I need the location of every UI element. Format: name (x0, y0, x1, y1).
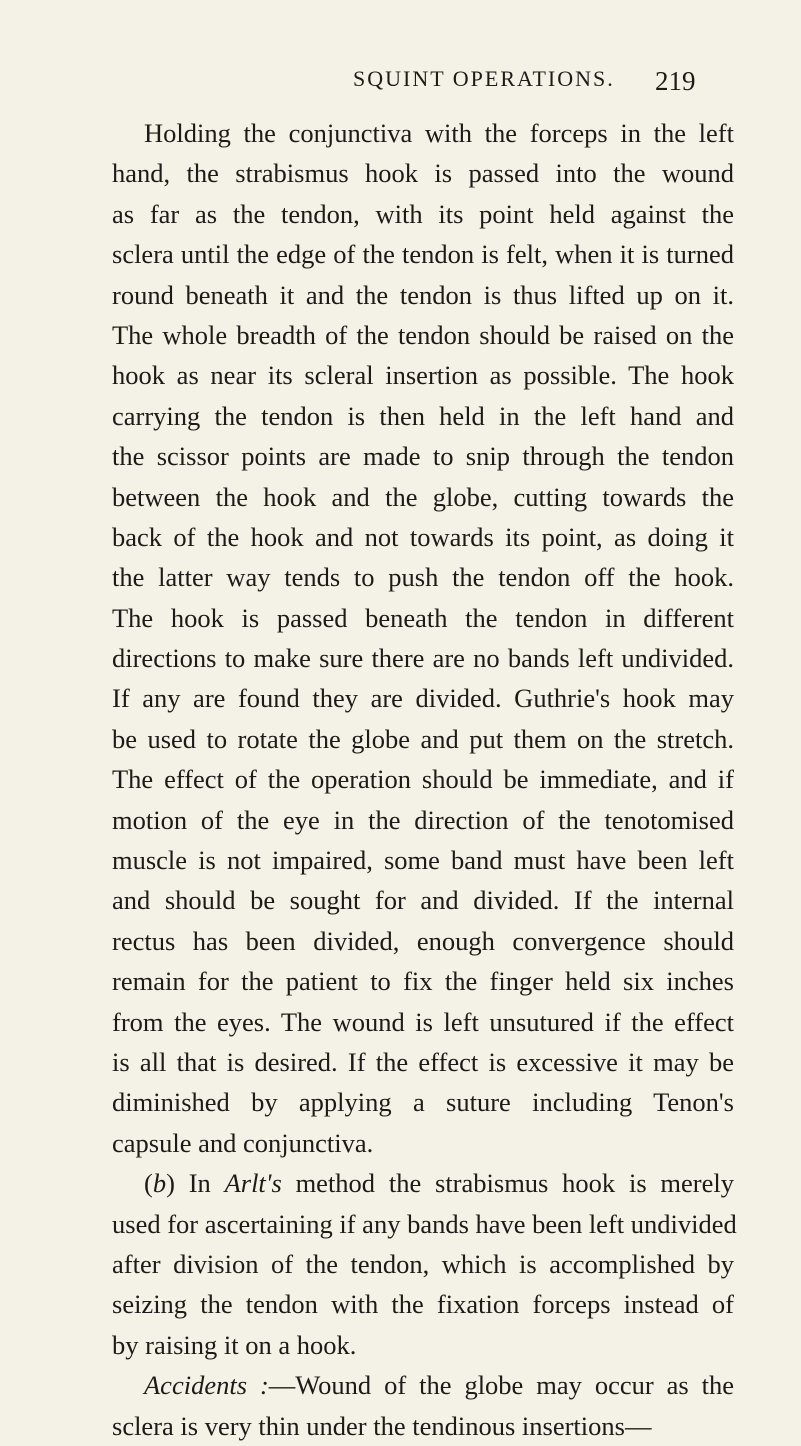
text-line: the latter way tends to push the tendon off the hook. (112, 562, 734, 593)
text-line: is all that is desired. If the effect is excessive it may be (112, 1046, 734, 1077)
text-line: be used to rotate the globe and put them on the stretch. (112, 723, 734, 754)
text-line: and should be sought for and divided. If the internal (112, 885, 734, 916)
running-head (0, 66, 801, 106)
text-line: The whole breadth of the tendon should be raised on the (112, 319, 734, 350)
text-line: directions to make sure there are no bands left undivided. (112, 643, 734, 674)
text-line: seizing the tendon with the fixation forceps instead of (112, 1289, 734, 1320)
text-line: back of the hook and not towards its point, as doing it (112, 521, 734, 552)
text-line: The hook is passed beneath the tendon in different (112, 602, 734, 633)
text-line: remain for the patient to fix the finger held six inches (112, 966, 734, 997)
text-line (112, 1163, 734, 1203)
heading-rest: —Wound of the globe may occur as the (268, 1370, 734, 1401)
section-heading: Accidents : (144, 1370, 269, 1401)
text-line: hook as near its scleral insertion as possible. The hook (112, 360, 734, 391)
text-line: used for ascertaining if any bands have been left undivided (112, 1208, 737, 1239)
text-line: after division of the tendon, which is accomplished by (112, 1248, 734, 1279)
text-line: capsule and conjunctiva. (112, 1127, 374, 1158)
text-line: rectus has been divided, enough convergence should (112, 925, 734, 956)
clause-middle: ) In (166, 1168, 225, 1199)
author-name: Arlt's (224, 1168, 282, 1199)
text-line (112, 1365, 734, 1405)
text-line: If any are found they are divided. Guthrie's hook may (112, 683, 734, 714)
clause-open: ( (144, 1168, 153, 1199)
text-line: sclera until the edge of the tendon is felt, when it is turned (112, 239, 734, 270)
text-line: motion of the eye in the direction of the tenotomised (112, 804, 734, 835)
text-line: The effect of the operation should be immediate, and if (112, 764, 734, 795)
text-line: between the hook and the globe, cutting towards the (112, 481, 734, 512)
paragraph-arlt-method (112, 1163, 737, 1365)
text-line: by raising it on a hook. (112, 1329, 357, 1360)
clause-rest: method the strabismus hook is merely (281, 1168, 734, 1199)
text-line: sclera is very thin under the tendinous insertions— (112, 1410, 652, 1441)
text-line: muscle is not impaired, some band must have been left (112, 845, 734, 876)
text-line: diminished by applying a suture including Tenon's (112, 1087, 734, 1118)
text-line: Holding the conjunctiva with the forceps in the left (144, 118, 734, 148)
text-line: round beneath it and the tendon is thus lifted up on it. (112, 279, 734, 310)
paragraph-accidents (112, 1365, 734, 1446)
clause-letter: b (152, 1168, 167, 1199)
paragraph-tenotomy (112, 113, 734, 1163)
text-line: from the eyes. The wound is left unsutured if the effect (112, 1006, 734, 1037)
body-text (112, 113, 737, 1446)
text-line: as far as the tendon, with its point held against the (112, 198, 734, 229)
text-line: the scissor points are made to snip through the tendon (112, 441, 734, 472)
text-line: hand, the strabismus hook is passed into the wound (112, 158, 734, 189)
running-title: SQUINT OPERATIONS. (353, 66, 615, 91)
page-number: 219 (655, 66, 696, 96)
text-line: carrying the tendon is then held in the left hand and (112, 400, 734, 431)
